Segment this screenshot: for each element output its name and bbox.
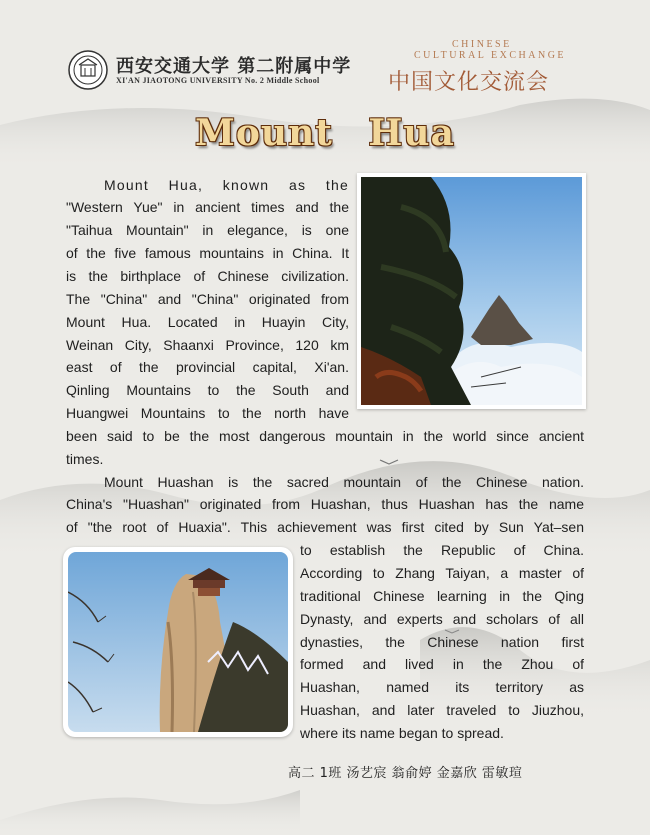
p2-line-2: China's "Huashan" originated from Huashan, thus Huashan has the name [66, 496, 584, 512]
cliff-pavilion-photo [63, 547, 293, 737]
p2-line-4: to establish the Republic of China. [300, 542, 584, 558]
p1-line-13: times. [66, 451, 104, 467]
p2-line-9: formed and lived in the Zhou of [300, 656, 584, 672]
p2-line-6: traditional Chinese learning in the Qing [300, 588, 584, 604]
p1-line-3: "Taihua Mountain" in elegance, is one [66, 222, 349, 238]
exchange-title-cn: 中国文化交流会 [388, 70, 550, 95]
p1-line-9: east of the provincial capital, Xi'an. [66, 359, 349, 375]
mountain-peak-photo [357, 173, 586, 409]
page-title: Mount Hua [195, 112, 455, 154]
exchange-title-en-line2: CULTURAL EXCHANGE [414, 50, 567, 61]
p1-line-1: Mount Hua, known as the [104, 177, 349, 193]
p1-line-11: Huangwei Mountains to the north have [66, 405, 349, 421]
p1-line-10: Qinling Mountains to the South and [66, 382, 349, 398]
p1-line-7: Mount Hua. Located in Huayin City, [66, 314, 349, 330]
p1-line-8: Weinan City, Shaanxi Province, 120 km [66, 337, 349, 353]
p1-line-6: The "China" and "China" originated from [66, 291, 349, 307]
school-name-cn: 西安交通大学 第二附属中学 [116, 56, 352, 77]
school-logo [68, 50, 108, 90]
p1-line-12: been said to be the most dangerous mountain in the world since ancient [66, 428, 584, 444]
p2-line-12: where its name began to spread. [300, 725, 504, 741]
p1-line-4: of the five famous mountains in China. It [66, 245, 349, 261]
p2-line-11: Huashan, and later traveled to Jiuzhou, [300, 702, 584, 718]
p2-line-1: Mount Huashan is the sacred mountain of the Chinese nation. [104, 474, 584, 490]
exchange-title-en-line1: CHINESE [452, 39, 512, 50]
p2-line-10: Huashan, named its territory as [300, 679, 584, 695]
p2-line-3: of "the root of Huaxia". This achievement was first cited by Sun Yat–sen [66, 519, 584, 535]
p1-line-5: is the birthplace of Chinese civilization. [66, 268, 349, 284]
p2-line-5: According to Zhang Taiyan, a master of [300, 565, 584, 581]
school-name-en: XI'AN JIAOTONG UNIVERSITY No. 2 Middle School [116, 76, 320, 85]
p2-line-8: dynasties, the Chinese nation first [300, 634, 584, 650]
p2-line-7: Dynasty, and experts and scholars of all [300, 611, 584, 627]
p1-line-2: "Western Yue" in ancient times and the [66, 199, 349, 215]
author-credits: 高二 1班 汤艺宸 翁俞婷 金嘉欣 雷敏瑄 [288, 766, 523, 781]
